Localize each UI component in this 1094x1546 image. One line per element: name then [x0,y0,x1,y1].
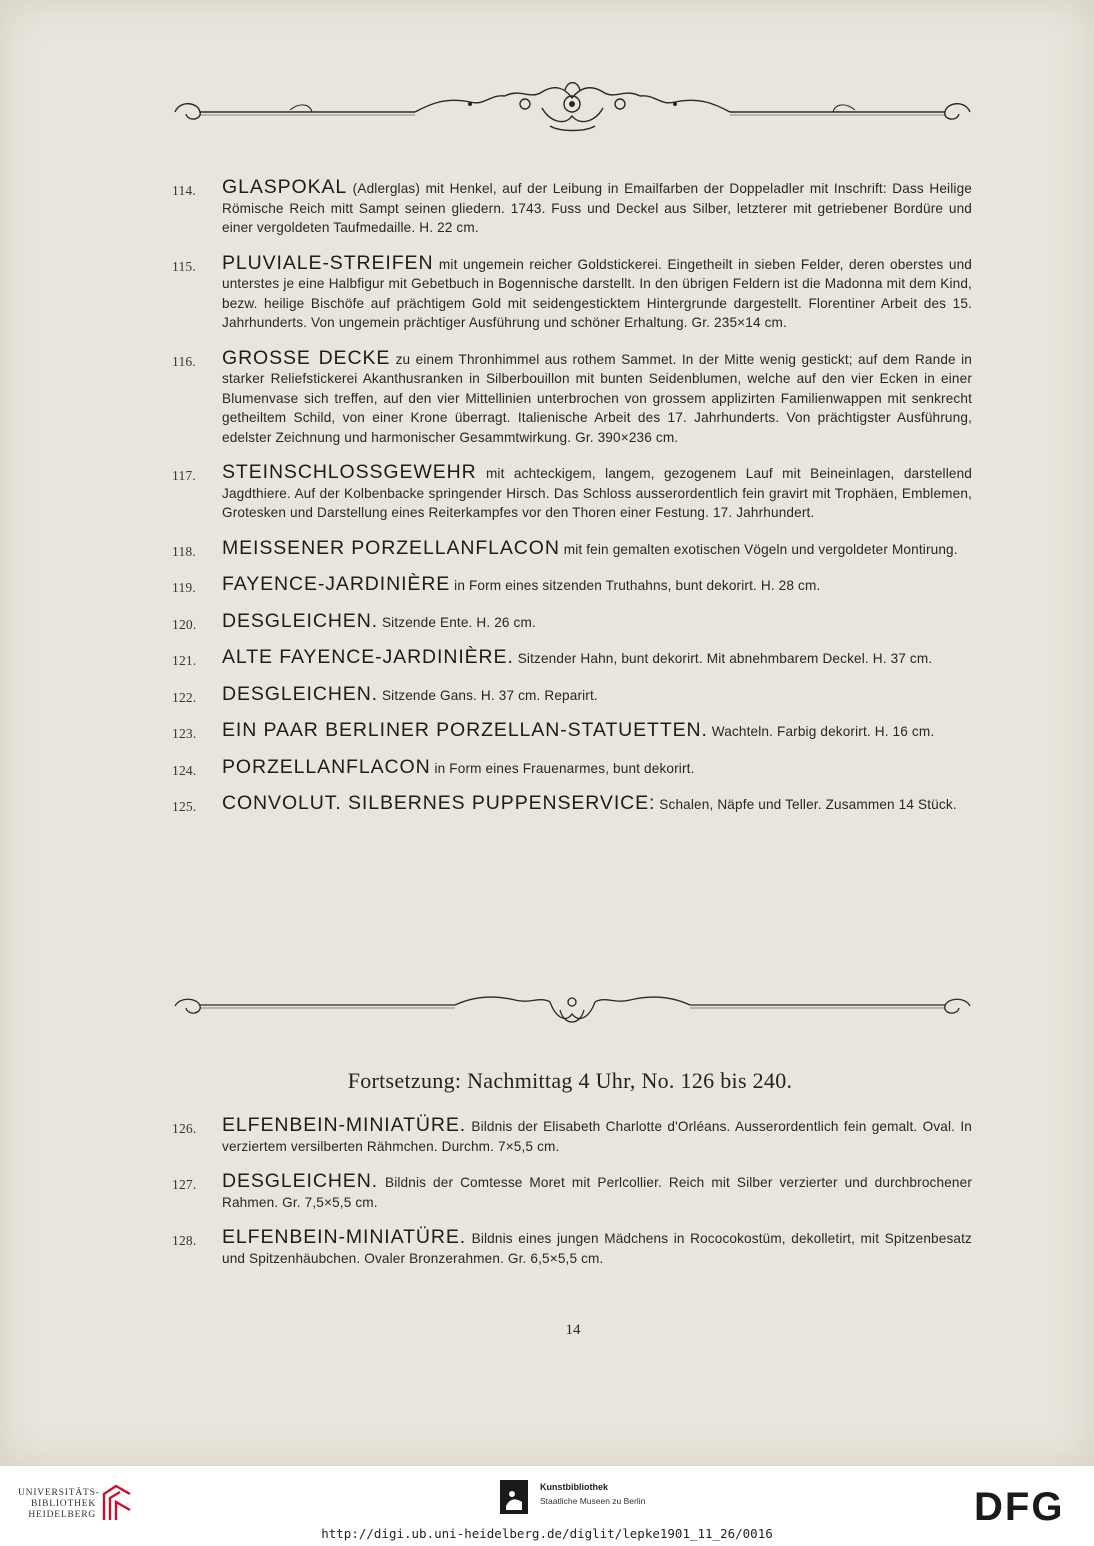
entry-heading: PLUVIALE-STREIFEN [222,251,434,274]
dfg-logo-text: DFG [974,1486,1065,1524]
catalog-entry [172,721,972,742]
entry-heading: ELFENBEIN-MINIATÜRE. [222,1226,467,1248]
entry-description: Bildnis der Elisabeth Charlotte d'Orléans. Ausserordentlich fein gemalt. Oval. In verziertem versilberten Rähmchen. Durchm. 7×5,5 cm. [222,1119,972,1154]
top-ornament [170,82,975,132]
entry-description: mit fein gemalten exotischen Vögeln und vergoldeter Montirung. [559,541,958,557]
rococo-divider-icon [170,990,975,1030]
entry-number: 122. [172,689,197,705]
entry-description: Sitzende Ente. H. 26 cm. [378,614,536,630]
entry-description: (Adlerglas) mit Henkel, auf der Leibung in Emailfarben der Doppeladler mit Inschrift: Dass Heilige Römische Reich mitt Sampt seinen gliedern. 1743. Fuss und Deckel aus Silber, letzterer mit getriebener Bordüre und einer vergoldeten Taufmedaille. H. 22 cm. [222,181,972,235]
uni-line1: UNIVERSITÄTS- [18,1488,100,1498]
entry-number: 116. [172,353,196,369]
entry-description: mit ungemein reicher Goldstickerei. Eingetheilt in sieben Felder, deren oberstes und unterstes je eine Halbfigur mit Gebetbuch in Bogennische darstellt. In den übrigen Feldern ist die Madonna mit dem Kind, bezw. heilige Bischöfe auf prächtigem Gold mit seidengesticktem Hintergrunde dargestellt. Florentiner Arbeit des 15. Jahrhunderts. Von ungemein prächtiger Ausführung und schöner Erhaltung. Gr. 235×14 cm. [222,256,972,330]
entry-description: Wachteln. Farbig dekorirt. H. 16 cm. [707,724,935,739]
rococo-ornament-icon [170,82,975,132]
entry-description: Sitzender Hahn, bunt dekorirt. Mit abnehmbarem Deckel. H. 37 cm. [513,651,933,666]
entry-heading: EIN PAAR BERLINER PORZELLAN-STATUETTEN. [222,719,708,741]
catalog-entry [172,536,972,560]
catalog-entry [172,463,972,523]
entry-description: Bildnis der Comtesse Moret mit Perlcollier. Reich mit Silber verzierter und durchbrochener Rahmen. Gr. 7,5×5,5 cm. [222,1175,972,1210]
entry-number: 121. [172,653,197,668]
entry-description: mit achteckigem, langem, gezogenem Lauf mit Beineinlagen, darstellend Jagdthiere. Auf der Kolbenbacke springender Hirsch. Das Schloss ausserordentlich fein gravirt mit Trophäen, Emblemen, Grotesken und Darstellung eines Reiterkampfes vor den Thoren einer Festung. 17. Jahrhundert. [222,466,972,520]
entry-number: 126. [172,1121,197,1136]
entry-heading: DESGLEICHEN. [222,1170,379,1192]
entry-heading: MEISSENER PORZELLANFLACON [222,536,560,559]
heidelberg-library-logo[interactable] [18,1484,138,1526]
kunstbibliothek-subtitle: Staatliche Museen zu Berlin [540,1496,646,1506]
entry-number: 118. [172,543,196,559]
entry-description: in Form eines sitzenden Truthahns, bunt dekorirt. H. 28 cm. [450,578,821,593]
catalog-entry [172,648,972,669]
catalog-entry [172,178,972,238]
entry-number: 114. [172,183,196,198]
catalog-entry [172,794,972,815]
section-title: Fortsetzung: Nachmittag 4 Uhr, No. 126 bis 240. [347,1068,793,1093]
entry-description: zu einem Thronhimmel aus rothem Sammet. In der Mitte wenig gestickt; auf dem Rande in starker Reliefstickerei Akanthusranken in Silberbouillon mit bunten Seidenblumen, welche auf den vier Ecken in einer Blumenvase sich treffen, auf den vier Mittellinien unterbrochen von grossem applizirten Familienwappen mit senkrecht getheiltem Schild, von einer Krone überragt. Italienische Arbeit des 17. Jahrhunderts. Von prächtigster Ausführung, edelster Zeichnung und harmonischer Gesammtwirkung. Gr. 390×236 cm. [222,351,972,445]
entry-heading: GROSSE DECKE [222,346,391,369]
catalog-entry [172,1228,972,1268]
entry-description: Schalen, Näpfe und Teller. Zusammen 14 Stück. [655,797,957,812]
uni-line2: BIBLIOTHEK [31,1499,96,1509]
heidelberg-mark-icon [100,1484,134,1524]
catalog-entry [172,1116,972,1156]
catalog-entry [172,346,972,448]
page-number: 14 [565,1322,581,1338]
entry-number: 128. [172,1233,197,1248]
entry-heading: PORZELLANFLACON [222,755,431,778]
dfg-logo[interactable] [972,1486,1078,1524]
entry-description: Bildnis eines jungen Mädchens in Rococokostüm, dekolletirt, mit Spitzenbesatz und Spitzenhäubchen. Ovaler Bronzerahmen. Gr. 6,5×5,5 cm. [222,1231,972,1266]
kunstbibliothek-logo[interactable] [500,1480,700,1520]
source-url[interactable]: http://digi.ub.uni-heidelberg.de/diglit/lepke1901_11_26/0016 [321,1526,773,1541]
entry-heading: ALTE FAYENCE-JARDINIÈRE. [222,646,514,668]
entry-number: 124. [172,762,197,778]
entry-heading: DESGLEICHEN. [222,609,379,632]
catalog-entry [172,575,972,596]
entry-heading: ELFENBEIN-MINIATÜRE. [222,1114,467,1136]
entry-number: 115. [172,258,196,274]
middle-ornament [170,990,975,1030]
catalog-entry [172,682,972,706]
entry-number: 123. [172,726,197,741]
entries-list-second [172,1116,972,1284]
entry-number: 119. [172,580,196,595]
uni-line3: HEIDELBERG [28,1510,96,1520]
entry-heading: DESGLEICHEN. [222,682,379,705]
entry-number: 127. [172,1177,197,1192]
entry-heading: STEINSCHLOSSGEWEHR [222,461,477,483]
entry-heading: FAYENCE-JARDINIÈRE [222,573,451,595]
entry-description: in Form eines Frauenarmes, bunt dekorirt. [430,760,695,776]
kunstbibliothek-mark-icon [500,1480,528,1514]
entry-description: Sitzende Gans. H. 37 cm. Reparirt. [378,687,598,703]
entry-number: 117. [172,468,196,483]
entry-heading: CONVOLUT. SILBERNES PUPPENSERVICE: [222,792,656,814]
catalog-entry [172,609,972,633]
kunstbibliothek-name: Kunstbibliothek [540,1482,608,1492]
entries-list-first [172,178,972,831]
catalog-entry [172,251,972,333]
entry-heading: GLASPOKAL [222,176,348,198]
catalog-entry [172,1172,972,1212]
entry-number: 120. [172,616,197,632]
catalog-entry [172,755,972,779]
heidelberg-library-text [18,1488,100,1521]
digitization-footer [0,1466,1094,1546]
entry-number: 125. [172,799,197,814]
